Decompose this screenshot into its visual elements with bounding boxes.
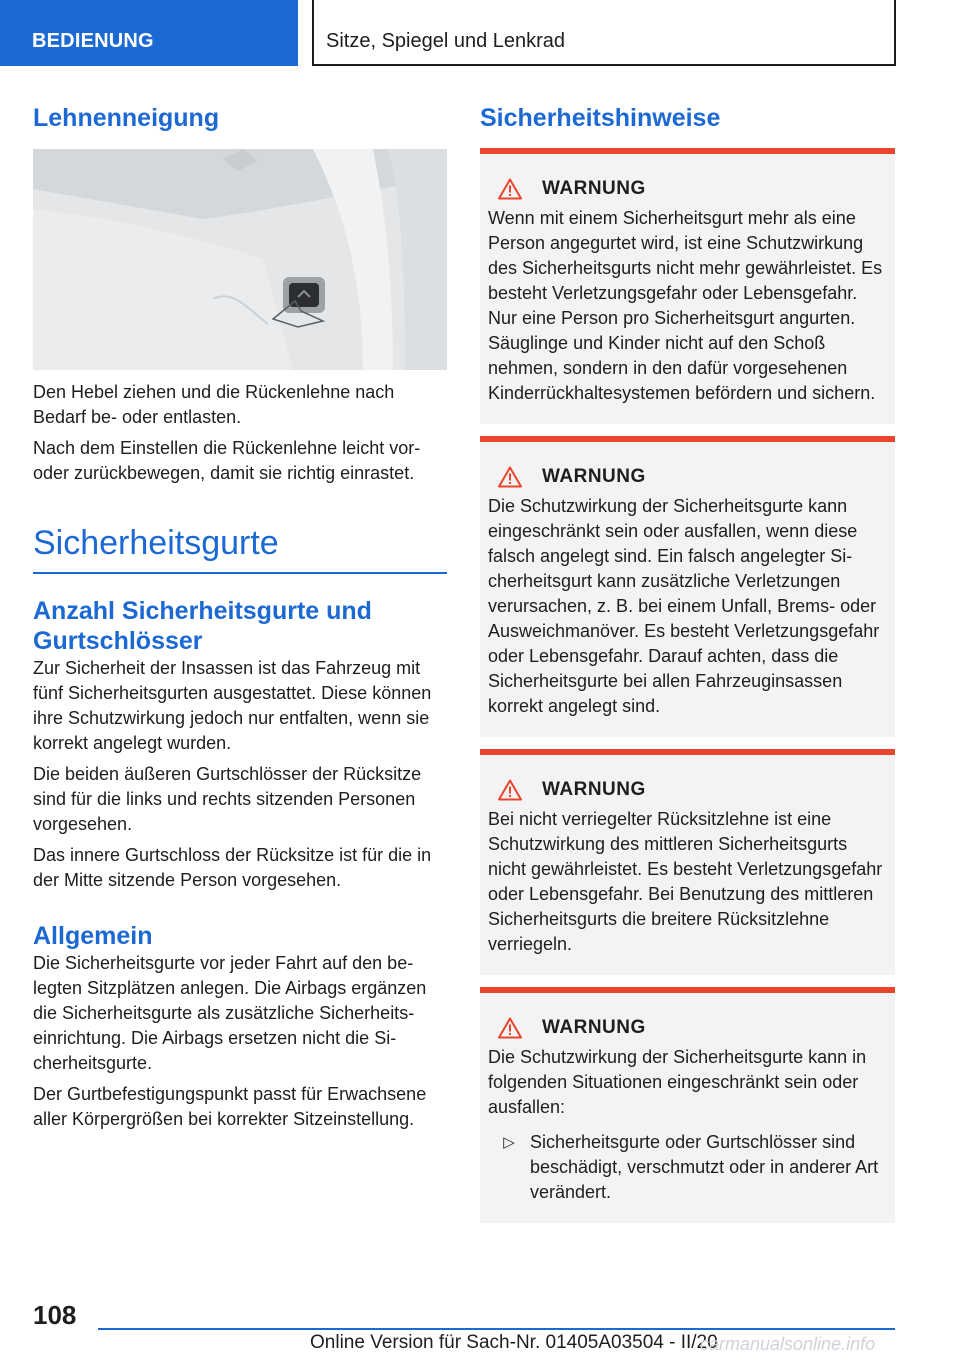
belt-count-paragraph-2: Die beiden äußeren Gurtschlösser der Rücksitze sind für die links und rechts sitzenden Personen vorgesehen. [33, 764, 422, 834]
general-heading: Allgemein [33, 922, 153, 950]
warning-triangle-icon [498, 779, 522, 801]
warning-header [488, 775, 887, 805]
general-paragraph-2: Der Gurtbefestigungspunkt passt für Erwachsene aller Körpergrößen bei korrekter Sitzeinstellung. [33, 1084, 427, 1129]
warning-box-1 [480, 148, 895, 424]
bullet-triangle-icon: ▷ [503, 1134, 515, 1151]
warning-header [488, 462, 887, 492]
warning-text: Wenn mit einem Sicherheitsgurt mehr als eine Person angegurtet wird, ist eine Schutzwirkung des Sicherheitsgurts nicht mehr gewährleistet. Es besteht Verletzungsgefahr oder Lebensgefahr. Nur eine Person pro Sicherheitsgurt angurten. Säuglinge und Kinder nicht auf den Schoß nehmen, sondern in den dafür vorgesehenen Kinderrückhaltesystemen befördern und sichern. [488, 208, 883, 403]
warning-title: WARNUNG [542, 178, 646, 199]
warning-title: WARNUNG [542, 1017, 646, 1038]
section-tab [0, 0, 298, 66]
list-item [488, 1130, 887, 1205]
page-header [0, 0, 960, 66]
left-column [33, 100, 447, 1138]
warning-header [488, 174, 887, 204]
warning-text: Die Schutzwirkung der Sicherheitsgurte kann in folgenden Situationen eingeschränkt sein oder ausfallen: [488, 1047, 867, 1117]
warning-text: Bei nicht verriegelter Rücksitzlehne ist eine Schutzwirkung des mittleren Sicherheitsgurts nicht gewährleistet. Es besteht Verletzungsgefahr oder Lebensgefahr. Bei Benutzung des mittleren Sicherheitsgurts die breitere Rücksitzlehne verriegeln. [488, 809, 883, 954]
page-number: 108 [33, 1300, 77, 1330]
backrest-paragraph-1: Den Hebel ziehen und die Rückenlehne nach Bedarf be- oder entlasten. [33, 382, 395, 427]
seat-lever-image [33, 149, 447, 370]
backrest-heading: Lehnenneigung [33, 104, 220, 132]
chapter-label: Sitze, Spiegel und Lenkrad [326, 30, 566, 52]
online-version-text: Online Version für Sach-Nr. 01405A03504 - II/20 [310, 1332, 718, 1353]
belt-count-paragraph-1: Zur Sicherheit der Insassen ist das Fahrzeug mit fünf Sicherheitsgurten ausgestattet. Diese können ihre Schutzwirkung jedoch nur entfalten, wenn sie korrekt angelegt wurden. [33, 658, 432, 753]
warning-triangle-icon [498, 466, 522, 488]
section-label: BEDIENUNG [32, 30, 154, 52]
belt-count-heading: Anzahl Sicherheitsgurte und Gurtschlösser [33, 597, 372, 655]
warning-box-4 [480, 987, 895, 1223]
warning-header [488, 1013, 887, 1043]
warning-triangle-icon [498, 1017, 522, 1039]
warning-box-2 [480, 436, 895, 737]
footer-divider [98, 1328, 895, 1330]
chapter-tab [312, 0, 896, 66]
backrest-paragraph-2: Nach dem Einstellen die Rückenlehne leicht vor- oder zurückbewegen, damit sie richtig einrastet. [33, 438, 421, 483]
warning-box-3 [480, 749, 895, 975]
belt-count-paragraph-3: Das innere Gurtschloss der Rücksitze ist für die in der Mitte sitzende Person vorgesehen. [33, 845, 432, 890]
watermark-logo: carmanualsonline.info [700, 1334, 876, 1354]
safety-heading: Sicherheitshinweise [480, 104, 721, 132]
warning-triangle-icon [498, 178, 522, 200]
warning-title: WARNUNG [542, 466, 646, 487]
right-column [480, 100, 895, 1223]
belts-heading: Sicherheitsgurte [33, 522, 447, 574]
general-paragraph-1: Die Sicherheitsgurte vor jeder Fahrt auf den belegten Sitzplätzen anlegen. Die Airbags ergänzen die Sicherheitsgurte als zusätzliche Sicherheitseinrichtung. Die Airbags ersetzen nicht die Sicherheitsgurte. [33, 953, 427, 1073]
bullet-text: Sicherheitsgurte oder Gurtschlösser sind beschädigt, verschmutzt oder in anderer Art verändert. [530, 1132, 879, 1202]
warning-text: Die Schutzwirkung der Sicherheitsgurte kann eingeschränkt sein oder ausfallen, wenn diese falsch angelegt sind. Ein falsch angelegter Sicherheitsgurt kann zusätzliche Verletzungen verursachen, z. B. bei einem Unfall, Brems- oder Ausweichmanöver. Es besteht Verletzungsgefahr oder Lebensgefahr. Darauf achten, dass die Sicherheitsgurte bei allen Fahrzeuginsassen korrekt angelegt sind. [488, 496, 880, 716]
backrest-lever-illustration [33, 149, 447, 370]
warning-title: WARNUNG [542, 779, 646, 800]
